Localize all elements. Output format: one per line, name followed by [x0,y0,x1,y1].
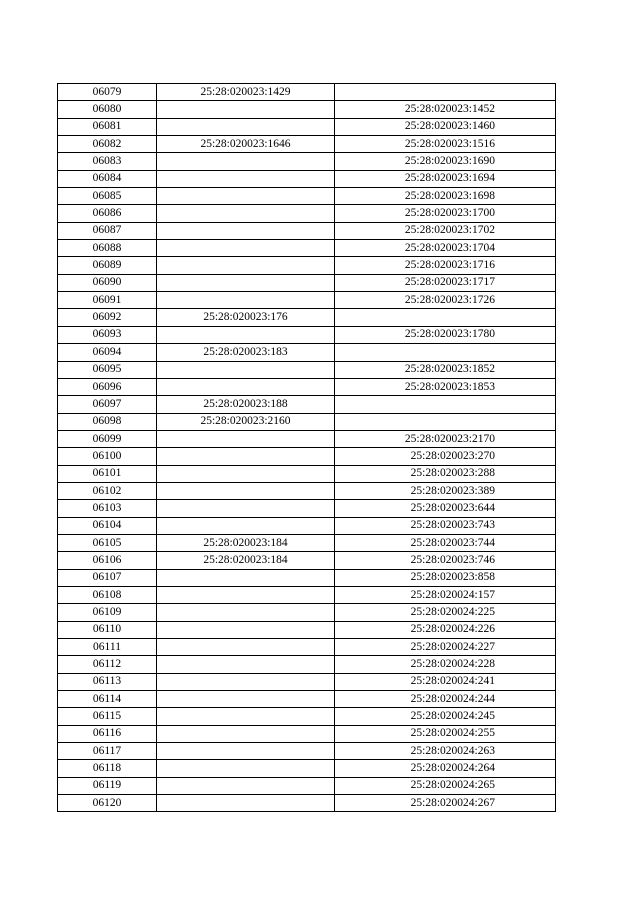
table-row [58,101,556,118]
cadastral-number-a-cell [157,465,335,482]
cadastral-number-b-cell: 25:28:020024:244 [335,691,556,708]
cadastral-number-b-cell: 25:28:020023:389 [335,482,556,499]
row-number-cell: 06085 [58,188,157,205]
table-row [58,743,556,760]
row-number-cell: 06109 [58,604,157,621]
table-row [58,604,556,621]
cadastral-number-a-cell [157,517,335,534]
table-row [58,344,556,361]
cadastral-number-b-cell: 25:28:020024:263 [335,743,556,760]
cadastral-number-a-cell [157,205,335,222]
cadastral-number-b-cell: 25:28:020023:1516 [335,136,556,153]
table-row [58,569,556,586]
cadastral-number-b-cell: 25:28:020023:288 [335,465,556,482]
cadastral-number-a-cell [157,639,335,656]
table-row [58,274,556,291]
cadastral-number-b-cell: 25:28:020023:858 [335,569,556,586]
table-row [58,534,556,551]
row-number-cell: 06115 [58,708,157,725]
row-number-cell: 06110 [58,621,157,638]
row-number-cell: 06119 [58,777,157,794]
row-number-cell: 06087 [58,222,157,239]
cadastral-number-b-cell: 25:28:020023:1700 [335,205,556,222]
table-row [58,326,556,343]
cadastral-number-b-cell: 25:28:020023:1716 [335,257,556,274]
cadastral-number-a-cell [157,361,335,378]
cadastral-number-a-cell [157,257,335,274]
table-row [58,500,556,517]
row-number-cell: 06114 [58,691,157,708]
cadastral-number-b-cell: 25:28:020024:227 [335,639,556,656]
cadastral-number-a-cell [157,430,335,447]
row-number-cell: 06107 [58,569,157,586]
table-row [58,413,556,430]
table-row [58,517,556,534]
row-number-cell: 06111 [58,639,157,656]
row-number-cell: 06097 [58,396,157,413]
cadastral-number-a-cell [157,569,335,586]
cadastral-number-a-cell [157,500,335,517]
cadastral-number-b-cell: 25:28:020023:1702 [335,222,556,239]
table-row [58,656,556,673]
cadastral-number-a-cell [157,188,335,205]
row-number-cell: 06083 [58,153,157,170]
row-number-cell: 06112 [58,656,157,673]
table-row [58,378,556,395]
cadastral-number-a-cell: 25:28:020023:1429 [157,84,335,101]
cadastral-number-b-cell: 25:28:020023:1726 [335,292,556,309]
row-number-cell: 06099 [58,430,157,447]
cadastral-number-b-cell: 25:28:020024:225 [335,604,556,621]
cadastral-number-b-cell: 25:28:020023:1698 [335,188,556,205]
row-number-cell: 06084 [58,170,157,187]
row-number-cell: 06103 [58,500,157,517]
cadastral-number-b-cell: 25:28:020023:1460 [335,118,556,135]
cadastral-number-b-cell: 25:28:020023:1853 [335,378,556,395]
table-row [58,170,556,187]
row-number-cell: 06118 [58,760,157,777]
table-row [58,673,556,690]
row-number-cell: 06095 [58,361,157,378]
cadastral-number-a-cell [157,448,335,465]
cadastral-number-a-cell [157,326,335,343]
cadastral-number-b-cell: 25:28:020024:228 [335,656,556,673]
cadastral-number-a-cell: 25:28:020023:183 [157,344,335,361]
cadastral-number-b-cell [335,309,556,326]
cadastral-number-a-cell [157,170,335,187]
table-row [58,482,556,499]
row-number-cell: 06113 [58,673,157,690]
cadastral-number-b-cell: 25:28:020024:245 [335,708,556,725]
cadastral-number-b-cell: 25:28:020023:270 [335,448,556,465]
table-row [58,240,556,257]
row-number-cell: 06094 [58,344,157,361]
cadastral-number-a-cell: 25:28:020023:184 [157,552,335,569]
cadastral-number-b-cell: 25:28:020023:1780 [335,326,556,343]
cadastral-number-a-cell: 25:28:020023:1646 [157,136,335,153]
row-number-cell: 06086 [58,205,157,222]
table-row [58,188,556,205]
row-number-cell: 06108 [58,586,157,603]
cadastral-number-b-cell: 25:28:020023:1717 [335,274,556,291]
table-row [58,430,556,447]
row-number-cell: 06116 [58,725,157,742]
cadastral-number-a-cell: 25:28:020023:184 [157,534,335,551]
table-row [58,118,556,135]
cadastral-number-a-cell [157,604,335,621]
row-number-cell: 06082 [58,136,157,153]
cadastral-number-b-cell [335,344,556,361]
row-number-cell: 06091 [58,292,157,309]
table-row [58,396,556,413]
cadastral-number-b-cell: 25:28:020024:264 [335,760,556,777]
cadastral-number-a-cell [157,292,335,309]
row-number-cell: 06079 [58,84,157,101]
cadastral-number-a-cell [157,777,335,794]
table-row [58,760,556,777]
cadastral-number-b-cell: 25:28:020023:744 [335,534,556,551]
row-number-cell: 06092 [58,309,157,326]
cadastral-number-a-cell [157,240,335,257]
cadastral-number-a-cell [157,378,335,395]
row-number-cell: 06081 [58,118,157,135]
cadastral-number-b-cell: 25:28:020023:1694 [335,170,556,187]
cadastral-number-a-cell [157,222,335,239]
cadastral-number-b-cell: 25:28:020024:157 [335,586,556,603]
cadastral-number-b-cell: 25:28:020023:1852 [335,361,556,378]
cadastral-number-b-cell: 25:28:020024:241 [335,673,556,690]
cadastral-number-a-cell: 25:28:020023:188 [157,396,335,413]
cadastral-number-b-cell: 25:28:020024:267 [335,795,556,812]
cadastral-number-b-cell: 25:28:020024:255 [335,725,556,742]
cadastral-number-a-cell [157,101,335,118]
cadastral-number-b-cell: 25:28:020023:743 [335,517,556,534]
table-row [58,309,556,326]
table-row [58,257,556,274]
cadastral-number-a-cell: 25:28:020023:2160 [157,413,335,430]
row-number-cell: 06106 [58,552,157,569]
cadastral-number-b-cell: 25:28:020024:265 [335,777,556,794]
cadastral-number-a-cell [157,153,335,170]
row-number-cell: 06098 [58,413,157,430]
cadastral-number-a-cell [157,482,335,499]
cadastral-table [57,83,556,812]
table-row [58,639,556,656]
cadastral-number-a-cell [157,760,335,777]
table-row [58,153,556,170]
table-row [58,691,556,708]
cadastral-number-a-cell [157,795,335,812]
table-row [58,361,556,378]
cadastral-number-b-cell: 25:28:020023:746 [335,552,556,569]
table-row [58,448,556,465]
cadastral-number-b-cell: 25:28:020023:1690 [335,153,556,170]
row-number-cell: 06104 [58,517,157,534]
table-row [58,552,556,569]
cadastral-number-b-cell [335,396,556,413]
cadastral-number-a-cell: 25:28:020023:176 [157,309,335,326]
cadastral-number-a-cell [157,708,335,725]
cadastral-number-b-cell: 25:28:020023:1452 [335,101,556,118]
row-number-cell: 06105 [58,534,157,551]
cadastral-number-b-cell: 25:28:020023:2170 [335,430,556,447]
cadastral-number-b-cell: 25:28:020023:1704 [335,240,556,257]
row-number-cell: 06088 [58,240,157,257]
cadastral-number-a-cell [157,691,335,708]
table-row [58,725,556,742]
cadastral-number-a-cell [157,274,335,291]
row-number-cell: 06101 [58,465,157,482]
table-row [58,777,556,794]
cadastral-number-a-cell [157,118,335,135]
table-row [58,795,556,812]
row-number-cell: 06120 [58,795,157,812]
table-body [58,84,556,812]
row-number-cell: 06096 [58,378,157,395]
row-number-cell: 06090 [58,274,157,291]
table-row [58,621,556,638]
cadastral-number-a-cell [157,725,335,742]
row-number-cell: 06117 [58,743,157,760]
table-row [58,136,556,153]
cadastral-number-a-cell [157,673,335,690]
table-row [58,708,556,725]
cadastral-number-a-cell [157,743,335,760]
cadastral-number-b-cell: 25:28:020023:644 [335,500,556,517]
row-number-cell: 06100 [58,448,157,465]
cadastral-number-a-cell [157,621,335,638]
table-row [58,84,556,101]
row-number-cell: 06093 [58,326,157,343]
cadastral-number-a-cell [157,586,335,603]
row-number-cell: 06089 [58,257,157,274]
table-row [58,292,556,309]
table-row [58,586,556,603]
table-row [58,222,556,239]
cadastral-number-a-cell [157,656,335,673]
cadastral-number-b-cell [335,413,556,430]
cadastral-number-b-cell [335,84,556,101]
cadastral-number-b-cell: 25:28:020024:226 [335,621,556,638]
row-number-cell: 06102 [58,482,157,499]
row-number-cell: 06080 [58,101,157,118]
table-row [58,205,556,222]
table-row [58,465,556,482]
